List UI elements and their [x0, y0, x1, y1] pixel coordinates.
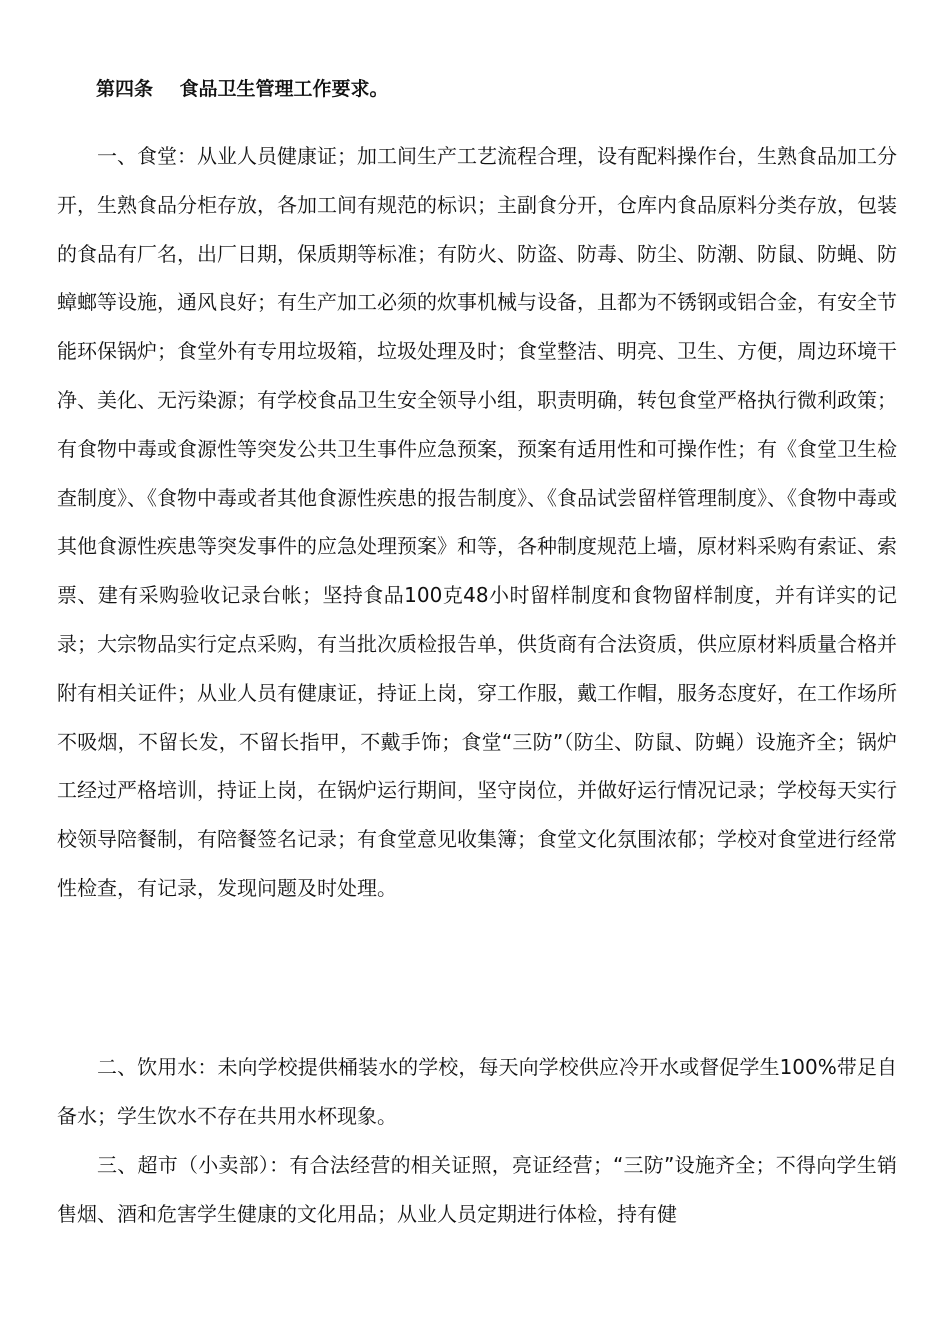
paragraph-canteen: 一、食堂：从业人员健康证；加工间生产工艺流程合理，设有配料操作台，生熟食品加工分开，生熟食品分柜存放，各加工间有规范的标识；主副食分开，仓库内食品原料分类存放，包装的食品有厂名，出厂日期，保质期等标准；有防火、防盗、防毒、防尘、防潮、防鼠、防蝇、防蟑螂等设施，通风良好；有生产加工必须的炊事机械与设备，且都为不锈钢或铝合金，有安全节能环保锅炉；食堂外有专用垃圾箱，垃圾处理及时；食堂整洁、明亮、卫生、方便，周边环境干净、美化、无污染源；有学校食品卫生安全领导小组，职责明确，转包食堂严格执行微利政策；有食物中毒或食源性等突发公共卫生事件应急预案，预案有适用性和可操作性；有《食堂卫生检查制度》、《食物中毒或者其他食源性疾患的报告制度》、《食品试尝留样管理制度》、《食物中毒或其他食源性疾患等突发事件的应急处理预案》和等，各种制度规范上墙，原材料采购有索证、索票、建有采购验收记录台帐；坚持食品100克48小时留样制度和食物留样制度，并有详实的记录；大宗物品实行定点采购，有当批次质检报告单，供货商有合法资质，供应原材料质量合格并附有相关证件；从业人员有健康证，持证上岗，穿工作服，戴工作帽，服务态度好，在工作场所不吸烟，不留长发，不留长指甲，不戴手饰；食堂“三防”（防尘、防鼠、防蝇）设施齐全；锅炉工经过严格培训，持证上岗，在锅炉运行期间，坚守岗位，并做好运行情况记录；学校每天实行校领导陪餐制，有陪餐签名记录；有食堂意见收集簿；食堂文化氛围浓郁；学校对食堂进行经常性检查，有记录，发现问题及时处理。 — [57, 144, 897, 900]
paragraph-supermarket: 三、超市（小卖部）：有合法经营的相关证照，亮证经营；“三防”设施齐全；不得向学生销售烟、酒和危害学生健康的文化用品；从业人员定期进行体检，持有健 — [57, 1153, 897, 1226]
article-heading: 第四条 食品卫生管理工作要求。 — [96, 78, 389, 100]
paragraph-drinking-water: 二、饮用水：未向学校提供桶装水的学校，每天向学校供应冷开水或督促学生100%带足自备水；学生饮水不存在共用水杯现象。 — [57, 1055, 897, 1128]
